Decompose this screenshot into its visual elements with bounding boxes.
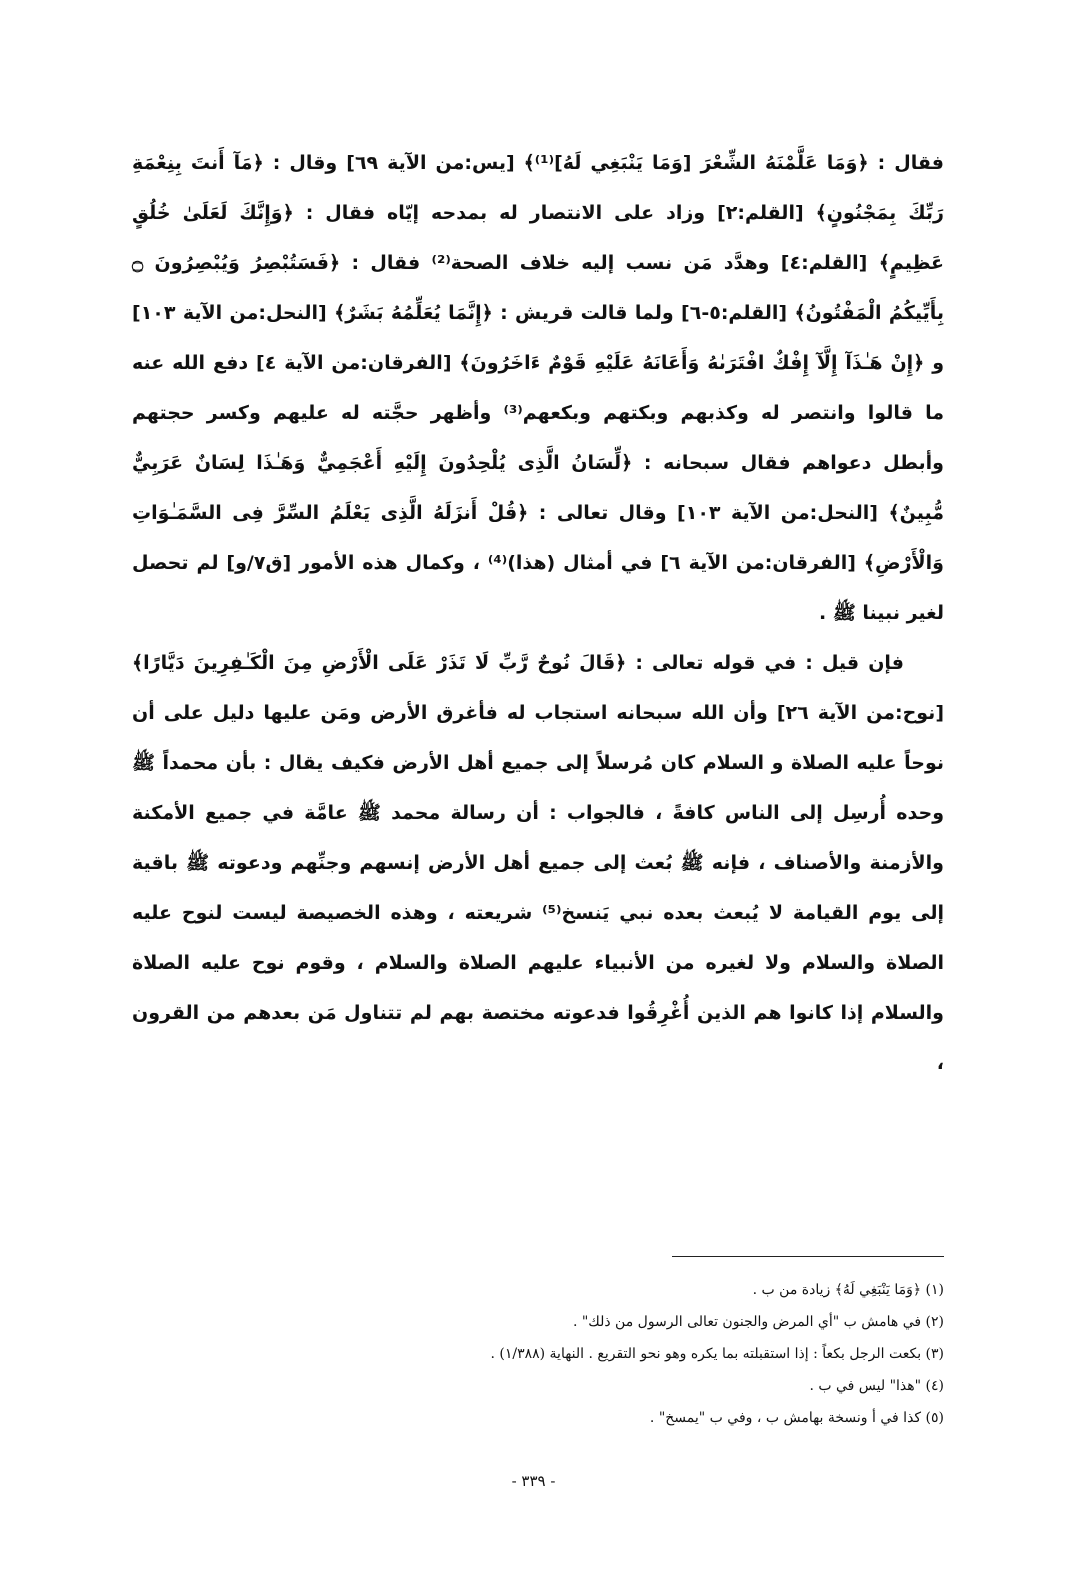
footnote-separator	[672, 1256, 944, 1257]
footnotes	[260, 1274, 944, 1434]
paragraph: فإن قيل : في قوله تعالى : ﴿قَالَ نُوحٌ رَّبِّ لَا تَذَرْ عَلَى الْأَرْضِ مِنَ الْكَـٰفِرِينَ دَيَّارًا﴾ [نوح:من الآية ٢٦] وأن الله سبحانه استجاب له فأغرق الأرض ومَن عليها دليل على أن نوحاً عليه الصلاة و السلام كان مُرسلاً إلى جميع أهل الأرض فكيف يقال : بأن محمداً ﷺ وحده أُرسِل إلى الناس كافةً ، فالجواب : أن رسالة محمد ﷺ عامَّة في جميع الأمكنة والأزمنة والأصناف ، فإنه ﷺ بُعث إلى جميع أهل الأرض إنسهم وجنِّهم ودعوته ﷺ باقية إلى يوم القيامة لا يُبعث بعده نبي يَنسخ⁽⁵⁾ شريعته ، وهذه الخصيصة ليست لنوح عليه الصلاة والسلام ولا لغيره من الأنبياء عليهم الصلاة والسلام ، وقوم نوح عليه الصلاة والسلام إذا كانوا هم الذين أُغْرِقُوا فدعوته مختصة بهم لم تتناول مَن بعدهم من القرون ،	[132, 652, 944, 1074]
footnote: (٣) بكعت الرجل بكعاً : إذا استقبلته بما يكره وهو نحو التقريع . النهاية (١/٣٨٨) .	[490, 1346, 944, 1362]
footnote: (٥) كذا في أ ونسخة بهامش ب ، وفي ب "يمسخ" .	[649, 1410, 944, 1426]
paragraph: فقال : ﴿وَمَا عَلَّمْنَهُ الشِّعْرَ [وَمَا يَنْبَغِي لَهُ]⁽¹⁾﴾ [يس:من الآية ٦٩] وقال : ﴿مَآ أَنتَ بِنِعْمَةِ رَبِّكَ بِمَجْنُونٍ﴾ [القلم:٢] وزاد على الانتصار له بمدحه إيّاه فقال : ﴿وَإِنَّكَ لَعَلَىٰ خُلُقٍ عَظِيمٍ﴾ [القلم:٤] وهدَّد مَن نسب إليه خلاف الصحة⁽²⁾ فقال : ﴿فَسَتُبْصِرُ وَيُبْصِرُونَ ۝ بِأَيِّيكُمُ الْمَفْتُونُ﴾ [القلم:٥-٦] ولما قالت قريش : ﴿إِنَّمَا يُعَلِّمُهُ بَشَرٌ﴾ [النحل:من الآية ١٠٣] و ﴿إِنْ هَـٰذَآ إِلَّآ إِفْكٌ افْتَرَىٰهُ وَأَعَانَهُ عَلَيْهِ قَوْمٌ ءَاخَرُونَ﴾ [الفرقان:من الآية ٤] دفع الله عنه ما قالوا وانتصر له وكذبهم وبكتهم وبكعهم⁽³⁾ وأظهر حجَّته له عليهم وكسر حجتهم وأبطل دعواهم فقال سبحانه : ﴿لِّسَانُ الَّذِى يُلْحِدُونَ إِلَيْهِ أَعْجَمِيٌّ وَهَـٰذَا لِسَانٌ عَرَبِيٌّ مُّبِينٌ﴾ [النحل:من الآية ١٠٣] وقال تعالى : ﴿قُلْ أَنزَلَهُ الَّذِى يَعْلَمُ السِّرَّ فِى السَّمَـٰوَاتِ وَالْأَرْضِ﴾ [الفرقان:من الآية ٦] في أمثال (هذا)⁽⁴⁾ ، وكمال هذه الأمور [ق٧/و] لم تحصل لغير نبينا ﷺ .	[132, 152, 945, 624]
footnote: (٤) "هذا" ليس في ب .	[809, 1378, 944, 1394]
footnote: (٢) في هامش ب "أي المرض والجنون تعالى الرسول من ذلك" .	[572, 1314, 944, 1330]
page-number: - ٣٣٩ -	[511, 1472, 556, 1490]
main-text	[132, 138, 944, 1088]
footnote: (١) ﴿وَمَا يَنْبَغِي لَهُ﴾ زيادة من ب .	[752, 1282, 944, 1298]
